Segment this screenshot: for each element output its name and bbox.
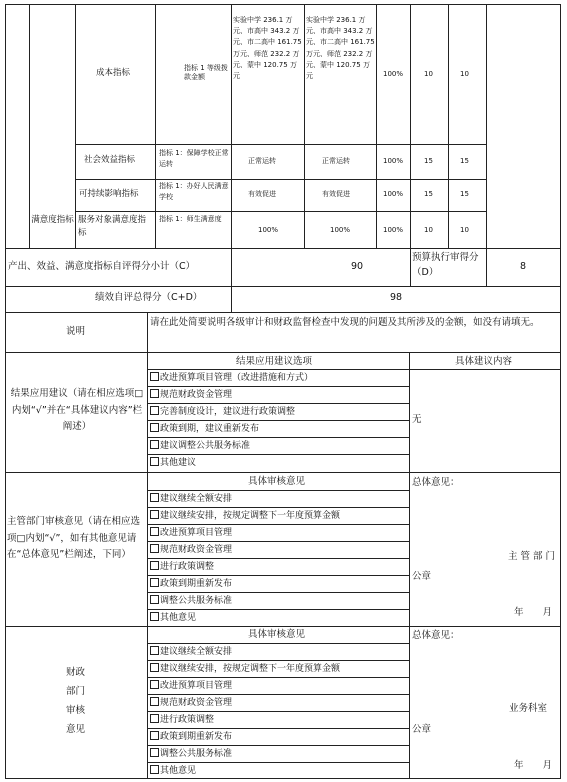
dept-option-3-label: 改进预算项目管理 [160, 528, 233, 538]
result-content-value[interactable]: 无 [412, 414, 422, 425]
result-option-5-label: 建议调整公共服务标准 [160, 441, 251, 451]
finance-option-5[interactable] [150, 712, 214, 728]
score-cost: 10 [460, 70, 469, 78]
result-option-1[interactable] [150, 370, 313, 386]
finance-option-6[interactable] [150, 729, 232, 745]
completion-sustain: 100% [383, 190, 404, 198]
dept-section-label: 主管部门审核意见（请在相应选项□内划“√”，如有其他意见请在“总体意见”栏阐述，下同） [7, 516, 141, 561]
dept-seal: 公章 [412, 571, 432, 582]
actual-value-cost: 实验中学 236.1 万元、市高中 343.2 万元、市二高中 161.75 万元、师范 232.2 万元、蒙中 120.75 万元 [306, 16, 375, 80]
finance-option-3-label: 改进预算项目管理 [160, 681, 233, 691]
checkbox-icon[interactable] [150, 748, 159, 757]
finance-option-2[interactable] [150, 661, 340, 677]
level3-indicator-social: 指标 1：保障学校正常运转 [159, 149, 229, 169]
finance-option-3[interactable] [150, 678, 232, 694]
result-option-6[interactable] [150, 455, 196, 471]
result-option-4[interactable] [150, 421, 259, 437]
finance-option-7-label: 调整公共服务标准 [160, 749, 233, 759]
result-option-5[interactable] [150, 438, 250, 454]
note-label: 说明 [66, 326, 86, 337]
dept-options-header: 具体审核意见 [248, 476, 306, 487]
weight-satisfaction: 10 [424, 226, 433, 234]
finance-option-5-label: 进行政策调整 [160, 715, 215, 725]
level1-indicator-satisfaction: 满意度指标 [31, 215, 74, 225]
dept-option-1-label: 建议继续全额安排 [160, 494, 233, 504]
result-option-2-label: 规范财政资金管理 [160, 390, 233, 400]
dept-option-7[interactable] [150, 593, 232, 609]
budget-execution-label: 预算执行审得分（D） [412, 252, 479, 279]
target-value-sustain: 有效促进 [248, 190, 276, 198]
total-score-label: 绩效自评总得分（C+D） [95, 292, 203, 303]
result-option-4-label: 政策到期，建议重新发布 [160, 424, 260, 434]
checkbox-icon[interactable] [150, 423, 159, 432]
weight-sustain: 15 [424, 190, 433, 198]
level2-indicator-satisfaction: 服务对象满意度指标 [78, 215, 147, 238]
checkbox-icon[interactable] [150, 765, 159, 774]
level3-indicator-sustain: 指标 1：办好人民满意学校 [159, 182, 229, 202]
target-value-satisfaction: 100% [258, 226, 279, 234]
checkbox-icon[interactable] [150, 457, 159, 466]
result-section-label: 结果应用建议（请在相应选项□内划“√”并在“具体建议内容”栏阐述） [10, 388, 144, 433]
dept-option-4[interactable] [150, 542, 232, 558]
finance-option-6-label: 政策到期重新发布 [160, 732, 233, 742]
finance-label-line-3: 审核 [66, 705, 86, 716]
completion-social: 100% [383, 157, 404, 165]
weight-social: 15 [424, 157, 433, 165]
finance-date: 年 月 [514, 760, 553, 771]
finance-label-line-2: 部门 [66, 686, 86, 697]
dept-option-3[interactable] [150, 525, 232, 541]
finance-option-8-label: 其他意见 [160, 766, 197, 776]
dept-overall-label[interactable]: 总体意见： [412, 477, 460, 488]
note-text: 请在此处简要说明各级审计和财政监督检查中发现的问题及其所涉及的金额，如没有请填无。 [150, 317, 540, 328]
dept-option-2[interactable] [150, 508, 340, 524]
completion-cost: 100% [383, 70, 404, 78]
checkbox-icon[interactable] [150, 595, 159, 604]
finance-option-1-label: 建议继续全额安排 [160, 647, 233, 657]
level2-indicator-social: 社会效益指标 [84, 155, 136, 165]
checkbox-icon[interactable] [150, 561, 159, 570]
checkbox-icon[interactable] [150, 544, 159, 553]
level3-indicator-cost: 指标 1 等级拨款金额 [184, 64, 228, 81]
finance-signer: 业务科室 [509, 703, 548, 714]
result-option-1-label: 改进预算项目管理（改进措施和方式） [160, 373, 314, 383]
checkbox-icon[interactable] [150, 663, 159, 672]
finance-option-8[interactable] [150, 763, 196, 779]
finance-seal: 公章 [412, 724, 432, 735]
dept-option-8[interactable] [150, 610, 196, 626]
dept-option-6-label: 政策到期重新发布 [160, 579, 233, 589]
dept-date: 年 月 [514, 607, 553, 618]
level2-indicator-cost: 成本指标 [96, 68, 131, 78]
completion-satisfaction: 100% [383, 226, 404, 234]
dept-option-2-label: 建议继续安排，按规定调整下一年度预算金额 [160, 511, 341, 521]
checkbox-icon[interactable] [150, 646, 159, 655]
finance-label-line-4: 意见 [66, 724, 86, 735]
score-sustain: 15 [460, 190, 469, 198]
total-score-value: 98 [390, 292, 403, 303]
dept-option-7-label: 调整公共服务标准 [160, 596, 233, 606]
checkbox-icon[interactable] [150, 527, 159, 536]
finance-label-line-1: 财政 [66, 667, 86, 678]
result-option-3[interactable] [150, 404, 295, 420]
target-value-cost: 实验中学 236.1 万元、市高中 343.2 万元、市二高中 161.75 万元、师范 232.2 万元、蒙中 120.75 万元 [233, 16, 302, 80]
finance-overall-label[interactable]: 总体意见： [412, 630, 460, 641]
result-options-header: 结果应用建议选项 [236, 356, 313, 367]
subtotal-label: 产出、效益、满意度指标自评得分小计（C） [8, 261, 196, 272]
finance-option-7[interactable] [150, 746, 232, 762]
dept-option-4-label: 规范财政资金管理 [160, 545, 233, 555]
result-content-header: 具体建议内容 [455, 356, 513, 367]
checkbox-icon[interactable] [150, 389, 159, 398]
finance-option-1[interactable] [150, 644, 232, 660]
checkbox-icon[interactable] [150, 440, 159, 449]
finance-option-4[interactable] [150, 695, 232, 711]
checkbox-icon[interactable] [150, 406, 159, 415]
dept-option-1[interactable] [150, 491, 232, 507]
finance-options-header: 具体审核意见 [248, 629, 306, 640]
actual-value-social: 正常运转 [322, 157, 350, 165]
checkbox-icon[interactable] [150, 612, 159, 621]
checkbox-icon[interactable] [150, 697, 159, 706]
dept-option-5-label: 进行政策调整 [160, 562, 215, 572]
checkbox-icon[interactable] [150, 510, 159, 519]
finance-option-2-label: 建议继续安排，按规定调整下一年度预算金额 [160, 664, 341, 674]
checkbox-icon[interactable] [150, 714, 159, 723]
actual-value-sustain: 有效促进 [322, 190, 350, 198]
score-social: 15 [460, 157, 469, 165]
dept-option-5[interactable] [150, 559, 214, 575]
dept-option-6[interactable] [150, 576, 232, 592]
score-satisfaction: 10 [460, 226, 469, 234]
actual-value-satisfaction: 100% [330, 226, 351, 234]
result-option-3-label: 完善制度设计，建议进行政策调整 [160, 407, 296, 417]
level3-indicator-satisfaction: 指标 1：师生满意度 [159, 215, 222, 223]
dept-option-8-label: 其他意见 [160, 613, 197, 623]
checkbox-icon[interactable] [150, 578, 159, 587]
checkbox-icon[interactable] [150, 493, 159, 502]
dept-signer: 主 管 部 门 [508, 551, 556, 562]
result-option-2[interactable] [150, 387, 232, 403]
finance-option-4-label: 规范财政资金管理 [160, 698, 233, 708]
checkbox-icon[interactable] [150, 372, 159, 381]
target-value-social: 正常运转 [248, 157, 276, 165]
weight-cost: 10 [424, 70, 433, 78]
result-option-6-label: 其他建议 [160, 458, 197, 468]
budget-execution-value: 8 [520, 261, 527, 272]
checkbox-icon[interactable] [150, 680, 159, 689]
subtotal-value: 90 [351, 261, 364, 272]
level2-indicator-sustain: 可持续影响指标 [79, 189, 139, 199]
checkbox-icon[interactable] [150, 731, 159, 740]
